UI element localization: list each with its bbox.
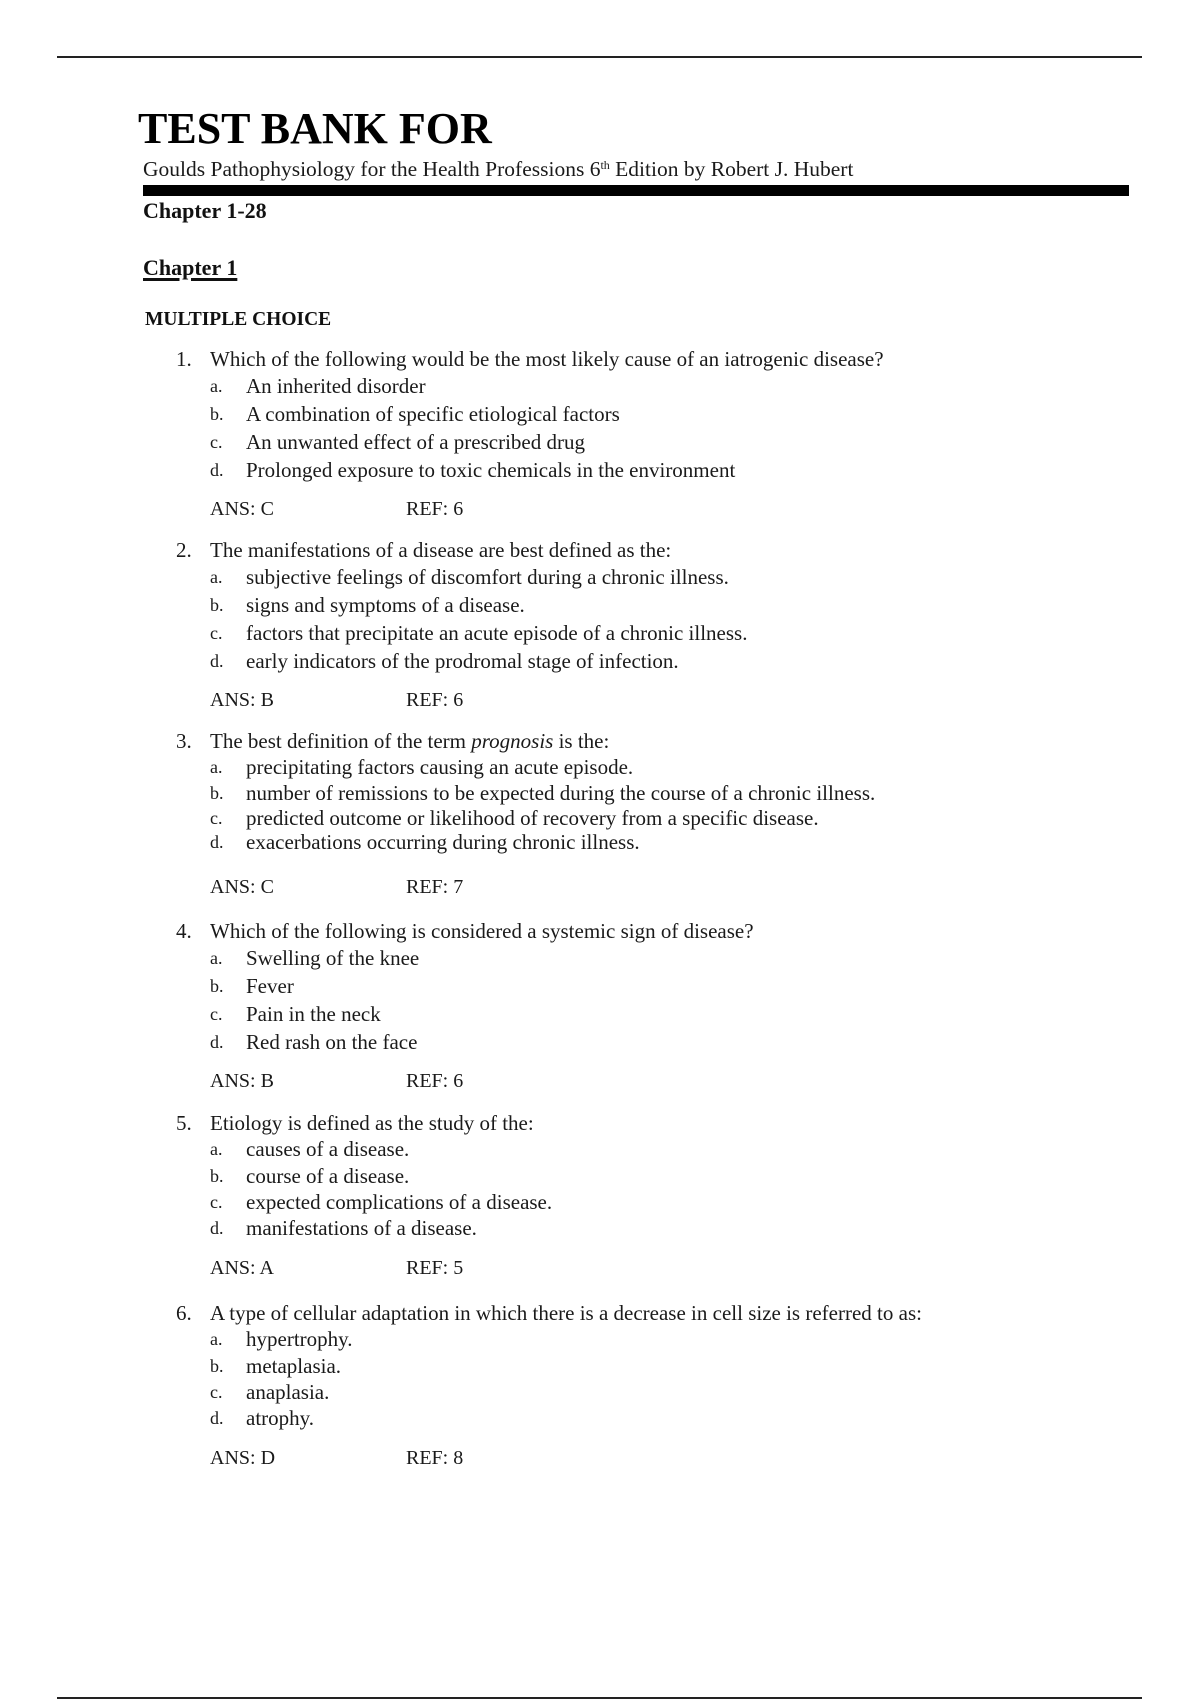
- question-stem: [0, 1110, 1200, 1136]
- option-text: metaplasia.: [246, 1354, 342, 1378]
- option-d: [0, 830, 1200, 854]
- question-1: [0, 346, 1200, 522]
- question-stem: [0, 918, 1200, 944]
- option-letter: c.: [210, 1382, 223, 1402]
- option-text: expected complications of a disease.: [246, 1190, 553, 1214]
- question-5: [0, 1110, 1200, 1281]
- answer-line: [0, 687, 1200, 713]
- answer-line: [0, 1255, 1200, 1281]
- option-letter: c.: [210, 1192, 223, 1212]
- option-d: [0, 1405, 1200, 1431]
- option-b: [0, 972, 1200, 1000]
- option-b: [0, 1163, 1200, 1189]
- option-a: [0, 563, 1200, 591]
- option-c: [0, 1379, 1200, 1405]
- document-title: TEST BANK FOR: [138, 104, 492, 153]
- chapter-heading: Chapter 1: [143, 255, 238, 280]
- document-subtitle: [143, 156, 853, 182]
- option-letter: d.: [210, 832, 224, 852]
- option-b: [0, 591, 1200, 619]
- option-text: predicted outcome or likelihood of recovery from a specific disease.: [246, 806, 819, 830]
- option-text: atrophy.: [246, 1406, 315, 1430]
- reference-page: REF: 6: [406, 1070, 464, 1092]
- option-a: [0, 754, 1200, 780]
- option-b: [0, 1353, 1200, 1379]
- option-letter: c.: [210, 432, 223, 452]
- option-c: [0, 428, 1200, 456]
- question-4: [0, 918, 1200, 1094]
- option-text: manifestations of a disease.: [246, 1216, 477, 1240]
- question-number: 5.: [176, 1111, 192, 1135]
- option-text: subjective feelings of discomfort during a chronic illness.: [246, 565, 729, 589]
- answer-line: [0, 874, 1200, 900]
- question-number: 2.: [176, 538, 192, 562]
- reference-page: REF: 6: [406, 689, 464, 711]
- option-letter: a.: [210, 1139, 223, 1159]
- subtitle-ordinal-suffix: th: [600, 158, 610, 172]
- option-text: anaplasia.: [246, 1380, 330, 1404]
- bottom-rule: [57, 1697, 1142, 1699]
- answer-key: ANS: C: [210, 876, 274, 898]
- option-letter: a.: [210, 757, 223, 777]
- option-text: exacerbations occurring during chronic illness.: [246, 830, 640, 854]
- option-d: [0, 456, 1200, 484]
- option-text: Fever: [246, 974, 294, 998]
- option-b: [0, 780, 1200, 806]
- option-text: Prolonged exposure to toxic chemicals in the environment: [246, 458, 736, 482]
- option-b: [0, 400, 1200, 428]
- option-letter: b.: [210, 783, 224, 803]
- option-d: [0, 1215, 1200, 1241]
- question-number: 3.: [176, 729, 192, 753]
- answer-key: ANS: B: [210, 1070, 274, 1092]
- option-letter: c.: [210, 1004, 223, 1024]
- reference-page: REF: 8: [406, 1447, 464, 1469]
- option-letter: a.: [210, 376, 223, 396]
- option-letter: d.: [210, 460, 224, 480]
- option-c: [0, 1000, 1200, 1028]
- section-heading: MULTIPLE CHOICE: [145, 309, 332, 330]
- option-letter: a.: [210, 1329, 223, 1349]
- reference-page: REF: 6: [406, 498, 464, 520]
- question-2: [0, 537, 1200, 713]
- question-term-italic: prognosis: [471, 729, 554, 753]
- option-letter: b.: [210, 1166, 224, 1186]
- option-text: An unwanted effect of a prescribed drug: [246, 430, 585, 454]
- question-3: [0, 728, 1200, 900]
- question-text: Etiology is defined as the study of the:: [210, 1111, 534, 1135]
- option-letter: d.: [210, 651, 224, 671]
- option-text: number of remissions to be expected during the course of a chronic illness.: [246, 781, 876, 805]
- question-text: A type of cellular adaptation in which there is a decrease in cell size is referred to as:: [210, 1301, 922, 1325]
- question-stem: [0, 537, 1200, 563]
- question-number: 4.: [176, 919, 192, 943]
- option-letter: d.: [210, 1218, 224, 1238]
- option-letter: a.: [210, 948, 223, 968]
- option-letter: c.: [210, 808, 223, 828]
- reference-page: REF: 5: [406, 1257, 464, 1279]
- option-d: [0, 1028, 1200, 1056]
- option-c: [0, 1189, 1200, 1215]
- question-stem: [0, 728, 1200, 754]
- option-text: course of a disease.: [246, 1164, 410, 1188]
- option-letter: d.: [210, 1032, 224, 1052]
- option-letter: b.: [210, 1356, 224, 1376]
- answer-line: [0, 496, 1200, 522]
- answer-line: [0, 1445, 1200, 1471]
- option-text: Red rash on the face: [246, 1030, 418, 1054]
- option-text: signs and symptoms of a disease.: [246, 593, 525, 617]
- question-text-after: is the:: [553, 729, 610, 753]
- question-stem: [0, 346, 1200, 372]
- option-letter: b.: [210, 595, 224, 615]
- option-letter: b.: [210, 404, 224, 424]
- option-text: hypertrophy.: [246, 1327, 353, 1351]
- top-rule: [57, 56, 1142, 58]
- option-text: Swelling of the knee: [246, 946, 420, 970]
- option-letter: d.: [210, 1408, 224, 1428]
- option-text: An inherited disorder: [246, 374, 426, 398]
- option-a: [0, 372, 1200, 400]
- question-text: The manifestations of a disease are best defined as the:: [210, 538, 672, 562]
- chapter-range: Chapter 1-28: [143, 198, 267, 223]
- answer-key: ANS: B: [210, 689, 274, 711]
- question-number: 6.: [176, 1301, 192, 1325]
- question-text: [210, 728, 609, 754]
- option-text: precipitating factors causing an acute episode.: [246, 755, 634, 779]
- option-c: [0, 619, 1200, 647]
- question-6: [0, 1300, 1200, 1471]
- question-stem: [0, 1300, 1200, 1326]
- option-a: [0, 944, 1200, 972]
- question-text-before: The best definition of the term: [210, 729, 472, 753]
- reference-page: REF: 7: [406, 876, 464, 898]
- option-d: [0, 647, 1200, 675]
- option-c: [0, 806, 1200, 830]
- subtitle-book-title: Goulds Pathophysiology for the Health Professions 6: [143, 157, 601, 181]
- option-text: causes of a disease.: [246, 1137, 410, 1161]
- answer-key: ANS: A: [210, 1257, 274, 1279]
- answer-line: [0, 1068, 1200, 1094]
- option-text: early indicators of the prodromal stage of infection.: [246, 649, 679, 673]
- question-number: 1.: [176, 347, 192, 371]
- option-letter: b.: [210, 976, 224, 996]
- question-text: Which of the following is considered a systemic sign of disease?: [210, 919, 754, 943]
- answer-key: ANS: C: [210, 498, 274, 520]
- option-letter: c.: [210, 623, 223, 643]
- option-text: factors that precipitate an acute episode of a chronic illness.: [246, 621, 748, 645]
- title-divider-bar: [143, 185, 1129, 196]
- option-letter: a.: [210, 567, 223, 587]
- subtitle-author: Edition by Robert J. Hubert: [609, 157, 854, 181]
- option-text: A combination of specific etiological factors: [246, 402, 620, 426]
- option-a: [0, 1326, 1200, 1353]
- option-a: [0, 1136, 1200, 1163]
- answer-key: ANS: D: [210, 1447, 276, 1469]
- question-text: Which of the following would be the most likely cause of an iatrogenic disease?: [210, 347, 884, 371]
- option-text: Pain in the neck: [246, 1002, 381, 1026]
